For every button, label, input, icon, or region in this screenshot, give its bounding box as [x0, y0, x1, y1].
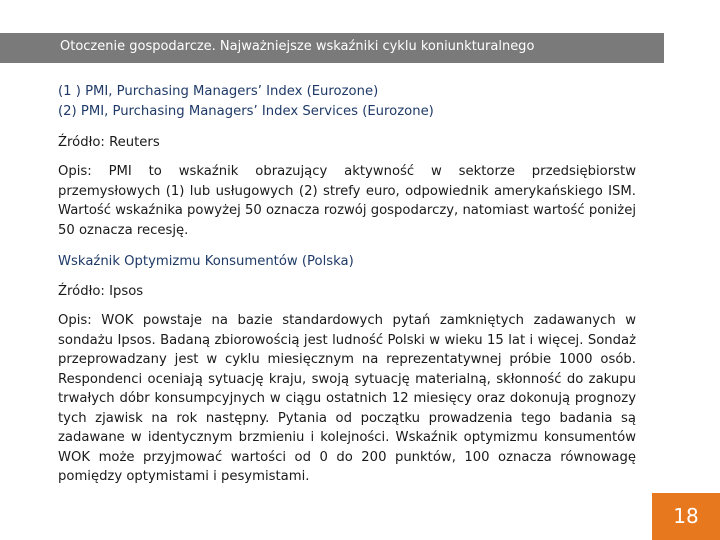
page-number-badge: 18: [652, 493, 720, 540]
page-title: Otoczenie gospodarcze. Najważniejsze wskaźniki cyklu koniunkturalnego: [60, 39, 535, 54]
wok-desc-label: Opis:: [58, 313, 92, 328]
pmi-desc-text: PMI to wskaźnik obrazujący aktywność w sektorze przedsiębiorstw przemysłowych (1) lub usługowych (2) strefy euro, odpowiednik amerykańskiego ISM. Wartość wskaźnika powyżej 50 oznacza rozwój gospodarczy, natomiast wartość poniżej 50 oznacza recesję.: [58, 164, 636, 238]
pmi-desc-label: Opis:: [58, 164, 92, 179]
wok-source: [58, 282, 636, 302]
pmi-source-label: Źródło:: [58, 135, 105, 150]
wok-heading: Wskaźnik Optymizmu Konsumentów (Polska): [58, 254, 354, 269]
wok-desc-text: WOK powstaje na bazie standardowych pytań zamkniętych zadawanych w sondażu Ipsos. Badaną zbiorowością jest ludność Polski w wieku 15 lat i więcej. Sondaż przeprowadzany jest w cyklu miesięcznym na reprezentatywnej próbie 1000 osób. Respondenci oceniają sytuację kraju, swoją sytuację materialną, skłonność do zakupu trwałych dóbr konsumpcyjnych w ciągu ostatnich 12 miesięcy oraz dokonują prognozy tych zjawisk na rok następny. Pytania od początku prowadzenia tego badania są zadawane w identycznym brzmieniu i kolejności. Wskaźnik optymizmu konsumentów WOK może przyjmować wartości od 0 do 200 punktów, 100 oznacza równowagę pomiędzy optymistami i pesymistami.: [58, 313, 636, 484]
wok-description: [58, 311, 636, 487]
pmi-source-value: Reuters: [109, 135, 160, 150]
header-bar: [0, 33, 664, 63]
pmi-description: [58, 162, 636, 240]
pmi-index-line-2: (2) PMI, Purchasing Managers’ Index Services (Eurozone): [58, 103, 434, 119]
pmi-index-list: [58, 82, 636, 121]
pmi-source: [58, 133, 636, 153]
wok-source-label: Źródło:: [58, 284, 105, 299]
wok-source-value: Ipsos: [109, 284, 144, 299]
pmi-index-line-1: (1 ) PMI, Purchasing Managers’ Index (Eurozone): [58, 84, 379, 99]
